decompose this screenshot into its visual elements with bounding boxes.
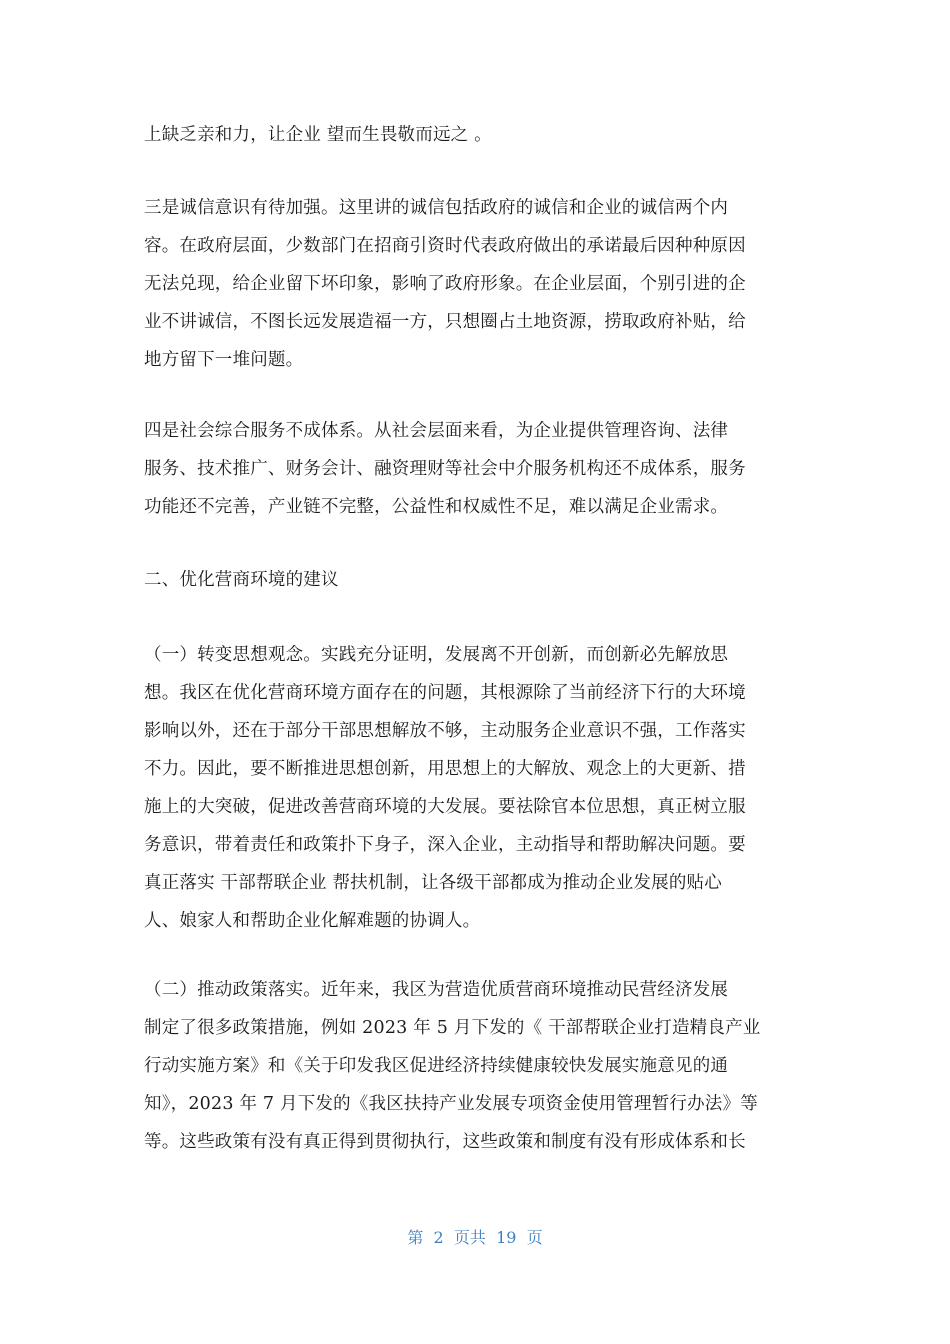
text-line: 三是诚信意识有待加强。这里讲的诚信包括政府的诚信和企业的诚信两个内 bbox=[144, 198, 729, 218]
text-line: 施上的大突破，促进改善营商环境的大发展。要祛除官本位思想，真正树立服 bbox=[144, 797, 746, 817]
text-line: （一）转变思想观念。实践充分证明，发展离不开创新，而创新必先解放思 bbox=[144, 645, 729, 665]
paragraph-tail bbox=[144, 116, 808, 154]
text-line: 等。这些政策有没有真正得到贯彻执行，这些政策和制度有没有形成体系和长 bbox=[144, 1132, 746, 1152]
text-line: 想。我区在优化营商环境方面存在的问题，其根源除了当前经济下行的大环境 bbox=[144, 683, 746, 703]
text-line: 务意识，带着责任和政策扑下身子，深入企业，主动指导和帮助解决问题。要 bbox=[144, 835, 746, 855]
page-number-footer: 第 2 页共 19 页 bbox=[407, 1228, 543, 1247]
paragraph-integrity bbox=[144, 189, 808, 379]
text-line: 不力。因此，要不断推进思想创新，用思想上的大解放、观念上的大更新、措 bbox=[144, 759, 746, 779]
section-heading bbox=[144, 561, 808, 599]
paragraph-service bbox=[144, 412, 808, 526]
text-line: 容。在政府层面，少数部门在招商引资时代表政府做出的承诺最后因种种原因 bbox=[144, 236, 746, 256]
paragraph-policy bbox=[144, 971, 808, 1161]
text-line: 地方留下一堆问题。 bbox=[144, 350, 304, 370]
text-line: 影响以外，还在于部分干部思想解放不够，主动服务企业意识不强，工作落实 bbox=[144, 721, 746, 741]
text-line: 知》，2023 年 7 月下发的《我区扶持产业发展专项资金使用管理暂行办法》等 bbox=[144, 1094, 758, 1114]
text-line: 人、娘家人和帮助企业化解难题的协调人。 bbox=[144, 911, 481, 931]
heading-line: 二、优化营商环境的建议 bbox=[144, 570, 339, 590]
text-line: 无法兑现，给企业留下坏印象，影响了政府形象。在企业层面，个别引进的企 bbox=[144, 274, 746, 294]
text-line: 服务、技术推广、财务会计、融资理财等社会中介服务机构还不成体系，服务 bbox=[144, 459, 746, 479]
text-line: 真正落实 干部帮联企业 帮扶机制，让各级干部都成为推动企业发展的贴心 bbox=[144, 873, 722, 893]
text-line: 上缺乏亲和力，让企业 望而生畏敬而远之 。 bbox=[144, 125, 492, 145]
text-line: 行动实施方案》和《关于印发我区促进经济持续健康较快发展实施意见的通 bbox=[144, 1056, 729, 1076]
text-line: 业不讲诚信，不图长远发展造福一方，只想圈占土地资源，捞取政府补贴，给 bbox=[144, 312, 746, 332]
text-line: 制定了很多政策措施，例如 2023 年 5 月下发的《 干部帮联企业打造精良产业 bbox=[144, 1018, 761, 1038]
text-line: 功能还不完善，产业链不完整，公益性和权威性不足，难以满足企业需求。 bbox=[144, 497, 729, 517]
text-line: 四是社会综合服务不成体系。从社会层面来看，为企业提供管理咨询、法律 bbox=[144, 421, 729, 441]
text-line: （二）推动政策落实。近年来，我区为营造优质营商环境推动民营经济发展 bbox=[144, 980, 729, 1000]
paragraph-mindset bbox=[144, 636, 808, 940]
